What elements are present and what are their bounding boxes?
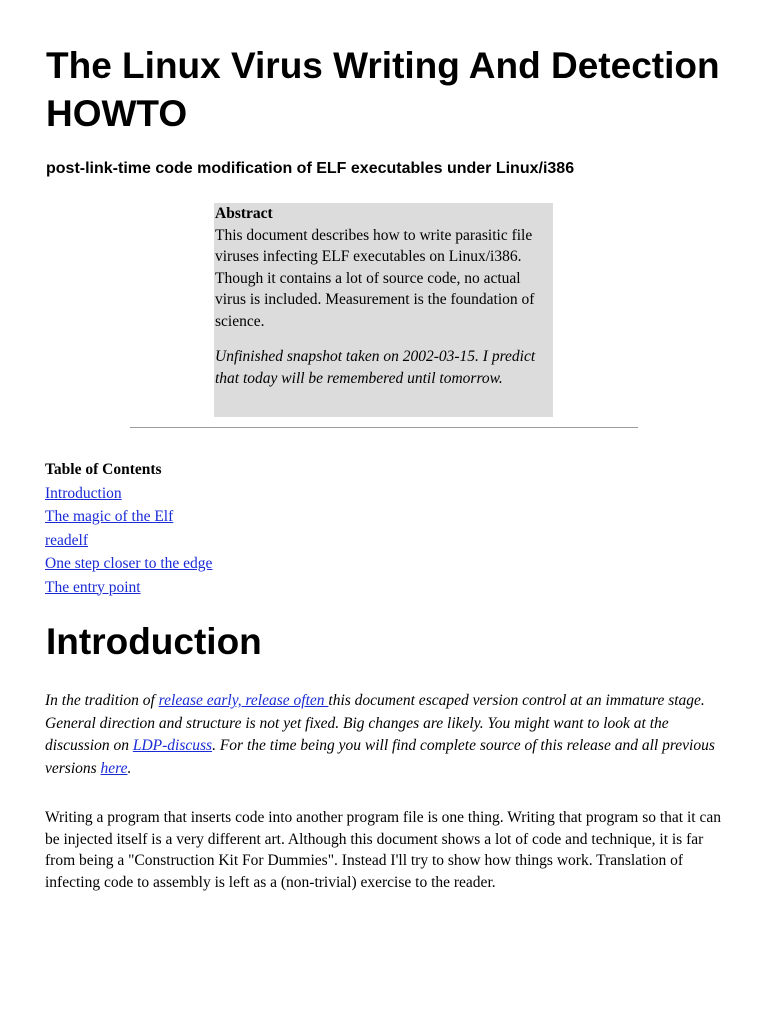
abstract-body: This document describes how to write parasitic file viruses infecting ELF executables on Linux/i386. Though it contains a lot of source code, no actual virus is included. Measurement is the foundation of science. [215, 226, 535, 330]
document-title: The Linux Virus Writing And Detection HOWTO [46, 45, 720, 134]
abstract-note: Unfinished snapshot taken on 2002-03-15. I predict that today will be remembered until tomorrow. [215, 348, 536, 387]
horizontal-rule [130, 427, 638, 428]
release-early-link[interactable]: release early, release often [158, 692, 329, 709]
introduction-heading: Introduction [46, 621, 262, 662]
abstract-box [214, 203, 553, 417]
table-of-contents [45, 458, 212, 599]
para1-text-3: . For the time being you will find complete source of this release and all previous versions [45, 737, 715, 777]
introduction-paragraph-1 [45, 690, 735, 780]
toc-link-magic-of-the-elf[interactable]: The magic of the Elf [45, 508, 174, 525]
document-subtitle: post-link-time code modification of ELF executables under Linux/i386 [46, 160, 575, 177]
toc-link-one-step-closer[interactable]: One step closer to the edge [45, 555, 213, 572]
toc-link-introduction[interactable]: Introduction [45, 484, 122, 502]
para1-text-2: this document escaped version control at an immature stage. General direction and structure is not yet fixed. Big changes are likely. You might want to look at the discussion on [45, 692, 705, 754]
para1-text-1: In the tradition of [45, 692, 159, 709]
introduction-paragraph-2: Writing a program that inserts code into another program file is one thing. Writing that program so that it can be injected itself is a very different art. Although this document shows a lot of code and technique, it is far from being a "Construction Kit For Dummies". Instead I'll try to show how things work. Translation of infecting code to assembly is left as a (non-trivial) exercise to the reader. [45, 809, 721, 891]
toc-link-entry-point[interactable]: The entry point [45, 578, 141, 596]
abstract-heading: Abstract [215, 205, 273, 222]
toc-heading: Table of Contents [45, 461, 162, 478]
para1-text-4: . [127, 759, 132, 777]
here-link[interactable]: here [100, 759, 128, 777]
toc-link-readelf[interactable]: readelf [45, 531, 89, 549]
ldp-discuss-link[interactable]: LDP-discuss [132, 737, 213, 754]
